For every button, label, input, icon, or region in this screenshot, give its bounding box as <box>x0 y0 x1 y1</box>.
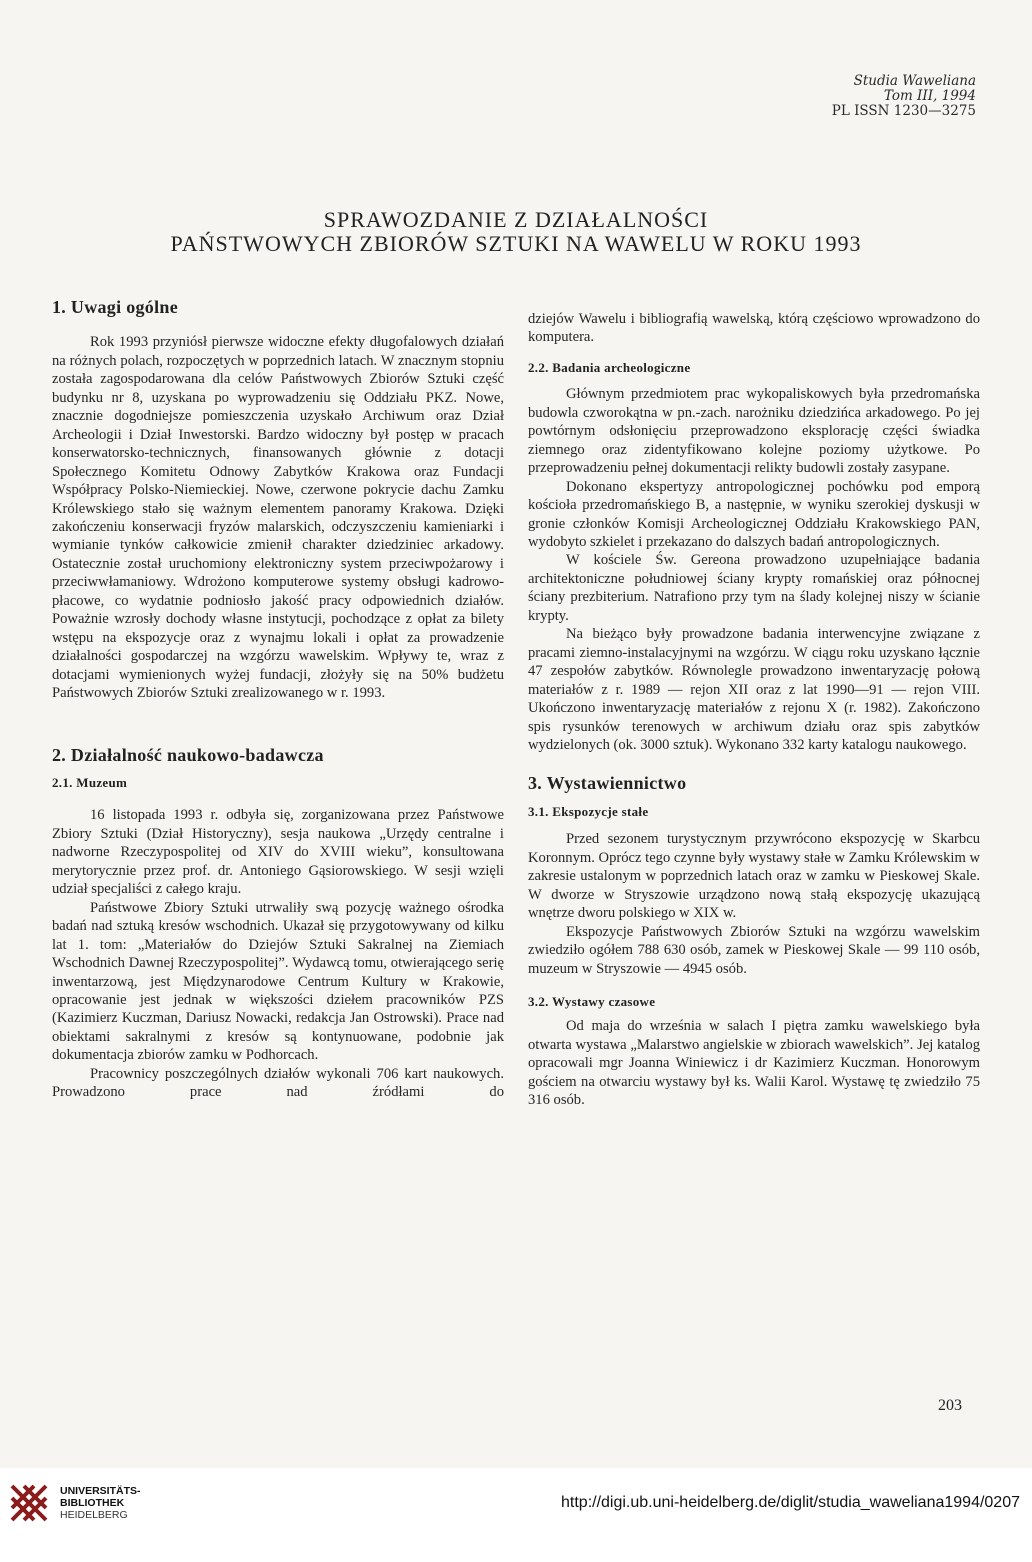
section-heading-2: 2. Działalność naukowo-badawcza <box>52 744 324 765</box>
paragraph: W kościele Św. Gereona prowadzono uzupełniające badania architektoniczne południowej ściany krypty romańskiej oraz północnej ściany prezbiterium. Natrafiono przy tym na ślady kolejnej niszy w ścianie krypty. <box>528 552 980 624</box>
library-logo-icon <box>8 1482 50 1524</box>
paragraph: Pracownicy poszczególnych działów wykonali 706 kart naukowych. Prowadzono prace nad źródłami do <box>52 1065 504 1101</box>
journal-header <box>832 74 976 119</box>
section-heading-3: 3. Wystawiennictwo <box>528 773 687 794</box>
left-column <box>52 298 504 1102</box>
paragraph: dziejów Wawelu i bibliografią wawelską, którą częściowo wprowadzono do komputera. <box>528 311 980 346</box>
journal-issn: PL ISSN 1230—3275 <box>831 103 976 119</box>
paragraph: Głównym przedmiotem prac wykopaliskowych była przedromańska budowla czworokątna w pn.-zach. narożniku dziedzińca arkadowego. Po jej powtórnym odsłonięciu przeprowadzono eksplorację części świadka ziemnego oraz zidentyfikowano kolejne poziomy użytkowe. Po przeprowadzeniu pełnej dokumentacji relikty budowli zostały zasypane. <box>528 386 980 477</box>
footer-bar <box>0 1468 1032 1562</box>
subsection-heading-2-1: 2.1. Muzeum <box>52 774 128 790</box>
paragraph: Państwowe Zbiory Sztuki utrwaliły swą pozycję ważnego ośrodka badań nad sztuką kresów wschodnich. Ukazał się przygotowywany od kilku lat 1. tom: „Materiałów do Dziejów Sztuki Sakralnej na Ziemiach Wschodnich Dawnej Rzeczypospolitej”. Wydawcą tomu, otwierającego serię inwentarzową, jest Międzynarodowe Centrum Kultury w Krakowie, opracowanie jest jednak w większości dziełem pracowników PZS (Kazimierz Kuczman, Dariusz Nowacki, redakcja Jan Ostrowski). Prace nad obiektami sakralnymi z kresów są kontynuowane, podobnie jak dokumentacja zbiorów zamku w Podhorcach. <box>52 899 504 1064</box>
subsection-heading-2-2: 2.2. Badania archeologiczne <box>528 359 691 375</box>
section-heading-1: 1. Uwagi ogólne <box>52 297 178 317</box>
paragraph: Przed sezonem turystycznym przywrócono ekspozycję w Skarbcu Koronnym. Oprócz tego czynne były wystawy stałe w Zamku Królewskim w zakresie ustalonym w poprzednich latach oraz w zamku w Pieskowej Skale. W dworze w Stryszowie urządzono nową stałą ekspozycję ukazującą wnętrze dworu polskiego w XIX w. <box>528 831 980 922</box>
paragraph: Od maja do września w salach I piętra zamku wawelskiego była otwarta wystawa „Malarstwo angielskie w zbiorach wawelskich”. Jej katalog opracowali mgr Joanna Winiewicz i dr Kazimierz Kuczman. Honorowym gościem na otwarciu wystawy był ks. Walii Karol. Wystawę tę zwiedziło 75 316 osób. <box>528 1018 980 1109</box>
paragraph: Rok 1993 przyniósł pierwsze widoczne efekty długofalowych działań na różnych polach, rozpoczętych w poprzednich latach. W znacznym stopniu została zagospodarowana dla celów Państwowych Zbiorów Sztuki część budynku nr 8, uzyskana po wyprowadzeniu się Oddziału PKZ. Nowe, znacznie dogodniejsze pomieszczenia uzyskało Archiwum oraz Dział Archeologii i Dział Inwestorski. Bardzo widoczny był postęp w pracach konserwatorsko-technicznych, finansowanych głównie z dotacji Społecznego Komitetu Odnowy Zabytków Krakowa oraz Fundacji Współpracy Polsko-Niemieckiej. Nowe, czerwone pokrycie dachu Zamku Królewskiego stało się ważnym elementem panoramy Krakowa. Dzięki zakończeniu konserwacji fryzów malarskich, odczyszczeniu kamieniarki i wymianie tynków całkowicie zmienił charakter dziedziniec arkadowy. Ostatecznie został uruchomiony elektroniczny system przeciwpożarowy i przeciwwłamaniowy. Wdrożono komputerowe systemy obsługi kadrowo-płacowe, co wydatnie podniosło jakość pracy odpowiednich działów. Poważnie wzrosły dochody własne instytucji, pochodzące z opłat za bilety wstępu na ekspozycje oraz z wynajmu lokali i opłat za prowadzenie działalności gospodarczej na wzgórzu wawelskim. Wpływy te, wraz z dotacjami wymienionych wyżej fundacji, złożyły się na 50% budżetu Państwowych Zbiorów Sztuki zrealizowanego w r. 1993. <box>52 334 504 702</box>
article-title <box>0 208 1032 256</box>
paragraph: Dokonano ekspertyzy antropologicznej pochówku pod emporą kościoła przedromańskiego B, a następnie, w wyniku szerokiej dyskusji w gronie członków Komisji Archeologicznej Oddziału Krakowskiego PAN, wydobyto szkielet i przekazano do dalszych badań antropologicznych. <box>528 478 980 550</box>
journal-name: Studia Waweliana <box>853 73 976 89</box>
paragraph: 16 listopada 1993 r. odbyła się, zorganizowana przez Państwowe Zbiory Sztuki (Dział Historyczny), sesja naukowa „Urzędy centralne i nadworne Rzeczypospolitej od XIV do XVIII wieku”, konsultowana merytorycznie przez prof. dr. Antoniego Gąsiorowskiego. W sesji wzięli udział specjaliści z całego kraju. <box>52 807 504 898</box>
journal-volume: Tom III, 1994 <box>883 88 976 104</box>
library-name: UNIVERSITÄTS- BIBLIOTHEK HEIDELBERG <box>60 1485 141 1521</box>
page-number: 203 <box>938 1397 962 1414</box>
subsection-heading-3-2: 3.2. Wystawy czasowe <box>528 993 656 1009</box>
paragraph: Ekspozycje Państwowych Zbiorów Sztuki na wzgórzu wawelskim zwiedziło ogółem 788 630 osób, zamek w Pieskowej Skale — 99 110 osób, muzeum w Stryszowie — 4945 osób. <box>528 923 980 977</box>
title-line-1: SPRAWOZDANIE Z DZIAŁALNOŚCI <box>323 207 709 232</box>
paragraph: Na bieżąco były prowadzone badania interwencyjne związane z pracami ziemno-instalacyjnymi na wzgórzu. W ciągu roku uzyskano łącznie 47 zespołów zabytków. Równolegle prowadzono inwentaryzację połową materiałów z r. 1989 — rejon XII oraz z lat 1990—91 — rejon VIII. Ukończono inwentaryzację materiałów z rejonu X (r. 1982). Zakończono spis rysunków terenowych w archiwum działu oraz spis zabytków wydzielonych (ok. 3000 sztuk). Wykonano 332 karty katalogu naukowego. <box>528 626 980 753</box>
subsection-heading-3-1: 3.1. Ekspozycje stałe <box>528 803 649 819</box>
title-line-2: PAŃSTWOWYCH ZBIORÓW SZTUKI NA WAWELU W ROKU 1993 <box>170 231 862 256</box>
source-url-link[interactable]: http://digi.ub.uni-heidelberg.de/diglit/studia_waweliana1994/0207 <box>561 1494 1020 1511</box>
right-column <box>528 298 980 1110</box>
